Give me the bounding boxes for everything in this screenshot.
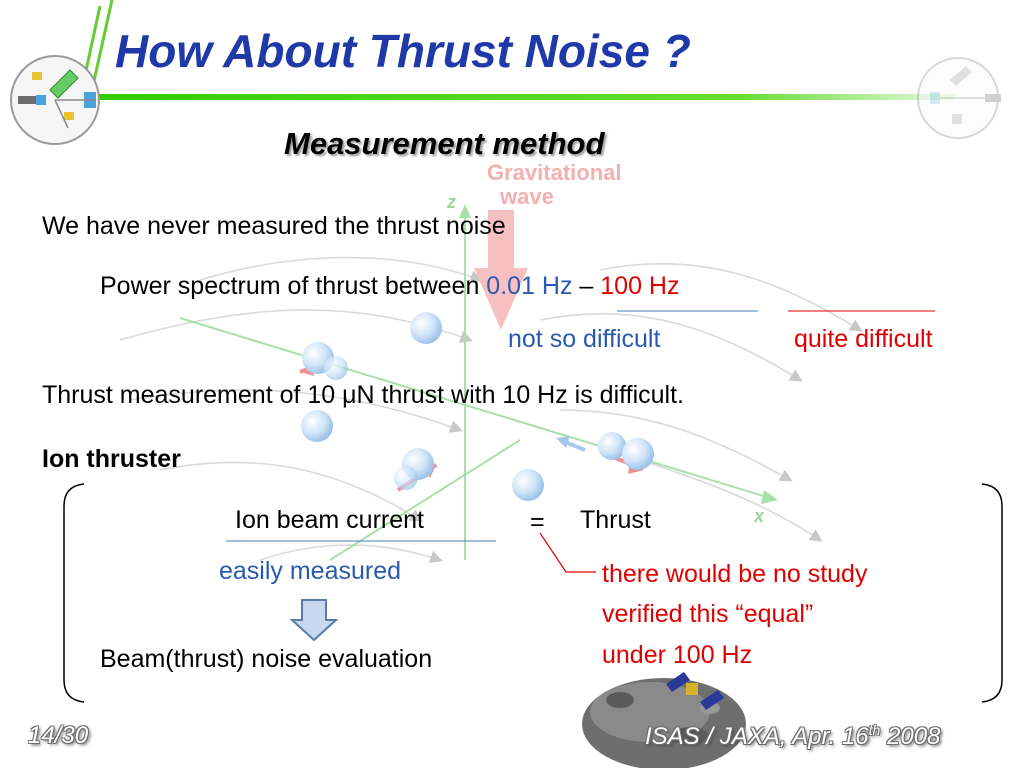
satellite-logo-right-icon	[918, 58, 1001, 138]
freq-dash: –	[572, 272, 601, 300]
freq-high: 100 Hz	[600, 272, 680, 300]
equation-sign: =	[530, 508, 545, 536]
easily-measured: easily measured	[219, 557, 402, 585]
callout-line-3: under 100 Hz	[602, 641, 753, 669]
satellite-logo-icon	[11, 56, 99, 144]
measurement-line: Thrust measurement of 10 μN thrust with 10 Hz is difficult.	[42, 381, 684, 409]
title-rule	[95, 94, 955, 100]
slide-title: How About Thrust Noise ?	[115, 25, 691, 77]
power-spectrum-prefix: Power spectrum of thrust between	[100, 272, 487, 300]
footer-org-date-prefix: ISAS / JAXA, Apr. 16	[645, 723, 869, 750]
axis-x-label: x	[754, 506, 765, 526]
freq-low: 0.01 Hz	[486, 272, 573, 300]
footer-org-date	[645, 722, 940, 751]
page-number: 14/30	[28, 722, 89, 749]
down-arrow-icon	[292, 600, 336, 640]
note-quite-difficult: quite difficult	[794, 325, 933, 353]
callout-line-1: there would be no study	[602, 560, 868, 588]
footer-date-suffix: th	[868, 722, 881, 738]
callout-line-2: verified this “equal”	[602, 600, 814, 628]
wave-label-line1: Gravitational	[487, 160, 622, 185]
beam-noise-line: Beam(thrust) noise evaluation	[100, 645, 433, 673]
equation-left: Ion beam current	[235, 506, 424, 534]
power-spectrum-line	[100, 272, 679, 301]
wave-label-line2: wave	[500, 184, 554, 209]
intro-line: We have never measured the thrust noise	[42, 212, 506, 240]
note-not-so-difficult: not so difficult	[508, 325, 661, 353]
section-heading: Ion thruster	[42, 445, 181, 473]
bracket-right	[982, 484, 1002, 702]
bracket-left	[64, 484, 84, 702]
slide-subtitle: Measurement method	[284, 126, 605, 161]
equation-right: Thrust	[580, 506, 651, 534]
axis-z-label: z	[447, 192, 456, 212]
footer-year: 2008	[880, 723, 941, 750]
callout-line	[540, 533, 596, 572]
